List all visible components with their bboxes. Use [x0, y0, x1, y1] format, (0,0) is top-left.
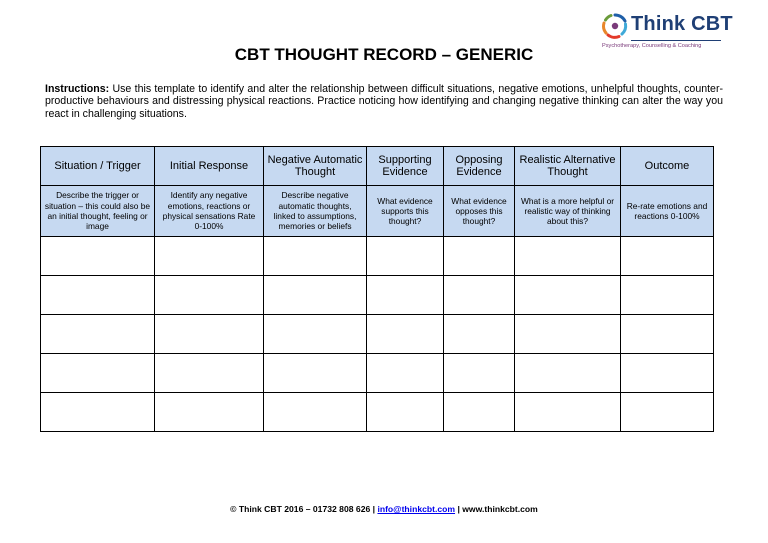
- table-header-row: [41, 147, 714, 186]
- table-cell[interactable]: [367, 315, 444, 354]
- table-cell[interactable]: [515, 237, 621, 276]
- table-cell[interactable]: [155, 393, 264, 432]
- table-cell[interactable]: [155, 315, 264, 354]
- table-cell[interactable]: [41, 393, 155, 432]
- table-cell[interactable]: [515, 276, 621, 315]
- column-header: Situation / Trigger: [41, 147, 155, 186]
- table-cell[interactable]: [41, 276, 155, 315]
- instructions-text: Use this template to identify and alter the relationship between difficult situations, negative emotions, unhelpful thoughts, counter-productive behaviours and distressing physical reactions. Practice noticing how identifying and changing negative thinking can alter the way you react in challenging situations.: [45, 83, 723, 120]
- footer-copyright: © Think CBT 2016 – 01732 808 626 |: [230, 504, 376, 514]
- thought-record-table: [40, 146, 714, 432]
- table-cell[interactable]: [621, 354, 714, 393]
- column-header: Realistic Alternative Thought: [515, 147, 621, 186]
- table-cell[interactable]: [621, 315, 714, 354]
- table-cell[interactable]: [444, 276, 515, 315]
- column-description: Identify any negative emotions, reactions or physical sensations Rate 0-100%: [155, 186, 264, 237]
- column-description: What evidence opposes this thought?: [444, 186, 515, 237]
- logo-name: Think CBT: [631, 13, 733, 35]
- table-cell[interactable]: [515, 354, 621, 393]
- table-row: [41, 276, 714, 315]
- table-cell[interactable]: [367, 237, 444, 276]
- table-cell[interactable]: [264, 393, 367, 432]
- table-row: [41, 354, 714, 393]
- column-description: Describe negative automatic thoughts, linked to assumptions, memories or beliefs: [264, 186, 367, 237]
- column-description: Describe the trigger or situation – this could also be an initial thought, feeling or image: [41, 186, 155, 237]
- table-cell[interactable]: [41, 237, 155, 276]
- table-row: [41, 237, 714, 276]
- table-cell[interactable]: [264, 276, 367, 315]
- column-description: What is a more helpful or realistic way of thinking about this?: [515, 186, 621, 237]
- table-cell[interactable]: [444, 237, 515, 276]
- column-description: What evidence supports this thought?: [367, 186, 444, 237]
- footer-email-link[interactable]: info@thinkcbt.com: [377, 504, 456, 514]
- table-cell[interactable]: [621, 393, 714, 432]
- column-header: Negative Automatic Thought: [264, 147, 367, 186]
- logo-underline: [631, 40, 721, 41]
- logo-tagline: Psychotherapy, Counselling & Coaching: [602, 43, 702, 49]
- table-row: [41, 315, 714, 354]
- table-cell[interactable]: [621, 237, 714, 276]
- table-cell[interactable]: [264, 237, 367, 276]
- table-cell[interactable]: [155, 276, 264, 315]
- instructions-paragraph: [45, 83, 723, 120]
- table-cell[interactable]: [264, 354, 367, 393]
- table-cell[interactable]: [367, 354, 444, 393]
- table-cell[interactable]: [41, 354, 155, 393]
- column-header: Opposing Evidence: [444, 147, 515, 186]
- table-cell[interactable]: [444, 354, 515, 393]
- column-header: Outcome: [621, 147, 714, 186]
- instructions-label: Instructions:: [45, 83, 110, 95]
- column-header: Initial Response: [155, 147, 264, 186]
- footer-website: | www.thinkcbt.com: [457, 504, 538, 514]
- table-cell[interactable]: [41, 315, 155, 354]
- table-cell[interactable]: [444, 393, 515, 432]
- table-cell[interactable]: [155, 237, 264, 276]
- table-cell[interactable]: [367, 276, 444, 315]
- table-cell[interactable]: [515, 393, 621, 432]
- table-cell[interactable]: [621, 276, 714, 315]
- table-cell[interactable]: [155, 354, 264, 393]
- footer: [0, 504, 768, 514]
- column-description-row: [41, 186, 714, 237]
- table-cell[interactable]: [264, 315, 367, 354]
- column-header: Supporting Evidence: [367, 147, 444, 186]
- table-row: [41, 393, 714, 432]
- page-title: CBT THOUGHT RECORD – GENERIC: [234, 45, 534, 64]
- table-cell[interactable]: [515, 315, 621, 354]
- table-cell[interactable]: [367, 393, 444, 432]
- swirl-logo-icon: [601, 12, 629, 40]
- column-description: Re-rate emotions and reactions 0-100%: [621, 186, 714, 237]
- table-cell[interactable]: [444, 315, 515, 354]
- think-cbt-logo: [601, 11, 733, 49]
